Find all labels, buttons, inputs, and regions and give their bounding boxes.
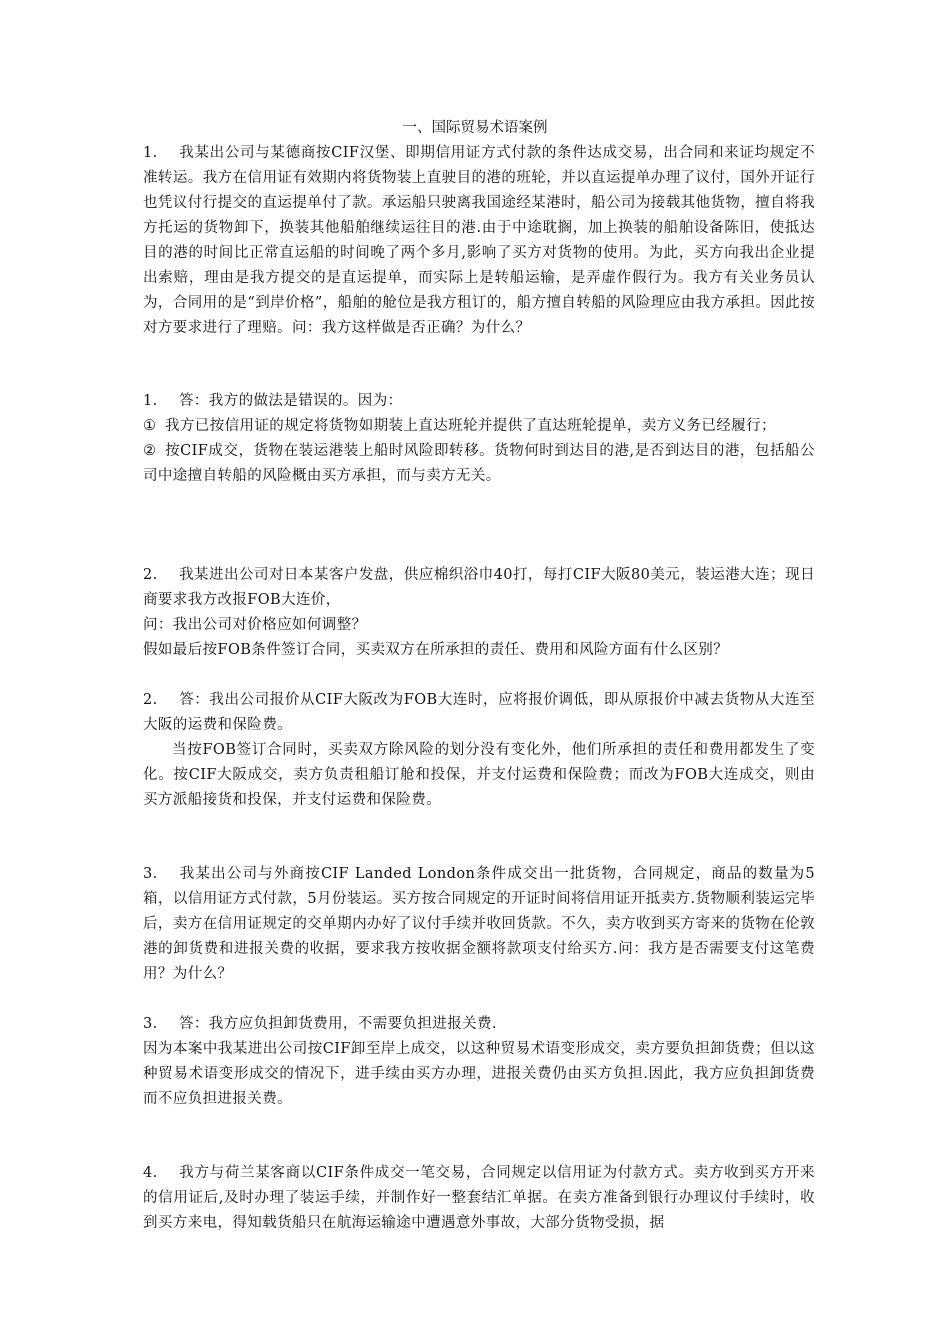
case-1-question [143, 141, 815, 341]
case-1-point-2-marker: ② [143, 443, 157, 459]
case-3-question [143, 862, 815, 987]
case-3-answer-detail: 因为本案中我某进出公司按CIF卸至岸上成交，以这种贸易术语变形成交，卖方要负担卸货费；但以这种贸易术语变形成交的情况下，进手续由买方办理，进报关费仍由买方负担.因此，我方应负担卸货费而不应负担进报关费。 [143, 1041, 815, 1107]
case-1-point-1-text: 我方已按信用证的规定将货物如期装上直达班轮并提供了直达班轮提单，卖方义务已经履行； [165, 418, 776, 434]
case-2-ask-2: 假如最后按FOB条件签订合同，买卖双方在所承担的责任、费用和风险方面有什么区别？ [143, 642, 729, 658]
case-3-answer [143, 1012, 815, 1112]
case-2-answer-text: 答：我出公司报价从CIF大阪改为FOB大连时，应将报价调低，即从原报价中减去货物从大连至大阪的运费和保险费。 [143, 692, 815, 733]
case-1-answer-intro: 答：我方的做法是错误的。因为： [179, 393, 403, 409]
case-1-point-2-text: 按CIF成交，货物在装运港装上船时风险即转移。货物何时到达目的港,是否到达目的港，包括船公司中途擅自转船的风险概由买方承担，而与卖方无关。 [143, 443, 815, 484]
case-2-question-text: 我某进出公司对日本某客户发盘，供应棉织浴巾40打，每打CIF大阪80美元，装运港大连；现日商要求我方改报FOB大连价， [143, 567, 815, 608]
case-4-question-text: 我方与荷兰某客商以CIF条件成交一笔交易，合同规定以信用证为付款方式。卖方收到买方开来的信用证后,及时办理了装运手续，并制作好一整套结汇单据。在卖方准备到银行办理议付手续时，收到买方来电，得知载货船只在航海运输途中遭遇意外事故，大部分货物受损，据 [143, 1165, 815, 1231]
case-1-answer-number: 1. [143, 393, 158, 409]
case-2-ask-1: 问：我出公司对价格应如何调整？ [143, 617, 367, 633]
case-3-answer-number: 3. [143, 1016, 158, 1032]
case-1-answer [143, 389, 815, 489]
case-3-question-text: 我某出公司与外商按CIF Landed London条件成交出一批货物，合同规定，商品的数量为5箱，以信用证方式付款，5月份装运。买方按合同规定的开证时间将信用证开抵卖方.货物顺利装运完毕后，卖方在信用证规定的交单期内办好了议付手续并收回货款。不久，卖方收到买方寄来的货物在伦敦港的卸货费和进报关费的收据，要求我方按收据金额将款项支付给买方.问：我方是否需要支付这笔费用？为什么？ [143, 866, 815, 982]
case-1-point-1-marker: ① [143, 418, 157, 434]
case-2-answer-number: 2. [143, 692, 158, 708]
case-2-question [143, 563, 815, 663]
case-3-question-number: 3. [143, 866, 158, 882]
case-1-question-text: 我某出公司与某德商按CIF汉堡、即期信用证方式付款的条件达成交易，出合同和来证均规定不准转运。我方在信用证有效期内将货物装上直驶目的港的班轮，并以直运提单办理了议付，国外开证行也凭议付行提交的直运提单付了款。承运船只驶离我国途经某港时，船公司为接载其他货物，擅自将我方托运的货物卸下，换装其他船舶继续运往目的港.由于中途耽搁，加上换装的船舶设备陈旧，使抵达目的港的时间比正常直运船的时间晚了两个多月,影响了买方对货物的使用。为此，买方向我出企业提出索赔，理由是我方提交的是直运提单，而实际上是转船运输，是弄虚作假行为。我方有关业务员认为，合同用的是“到岸价格”，船舶的舱位是我方租订的，船方擅自转船的风险理应由我方承担。因此按对方要求进行了理赔。问：我方这样做是否正确？为什么？ [143, 145, 815, 336]
case-3-answer-text: 答：我方应负担卸货费用，不需要负担进报关费. [179, 1016, 497, 1032]
document-title: 一、国际贸易术语案例 [402, 120, 548, 136]
case-2-question-number: 2. [143, 567, 158, 583]
case-1-question-number: 1. [143, 145, 158, 161]
case-4-question [143, 1161, 815, 1236]
case-4-question-number: 4. [143, 1165, 158, 1181]
case-2-answer [143, 688, 815, 813]
case-2-answer-detail: 当按FOB签订合同时，买卖双方除风险的划分没有变化外，他们所承担的责任和费用都发生了变化。按CIF大阪成交，卖方负责租船订舱和投保，并支付运费和保险费；而改为FOB大连成交，则由买方派船接货和投保，并支付运费和保险费。 [143, 742, 815, 808]
